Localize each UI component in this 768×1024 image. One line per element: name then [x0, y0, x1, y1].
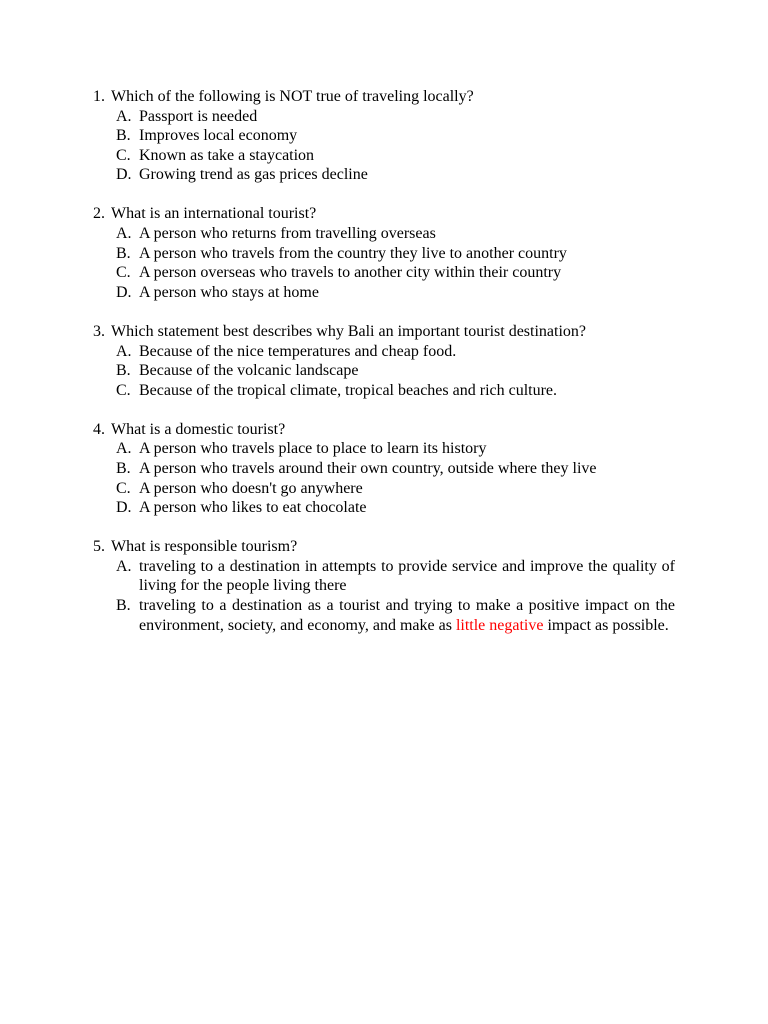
option-a [93, 439, 675, 459]
option-letter: A. [116, 557, 132, 575]
options-list [93, 557, 675, 635]
option-text: Passport is needed [139, 107, 258, 125]
option-c [93, 381, 675, 401]
question-number: 1. [93, 88, 105, 105]
option-text-after: impact as possible. [547, 616, 669, 634]
option-text: A person who doesn't go anywhere [139, 479, 363, 497]
option-b [93, 244, 675, 264]
option-letter: A. [116, 342, 132, 360]
option-text-before: traveling to a destination as a tourist and trying to make a positive impact on the environment, society, and economy, and make as [139, 597, 675, 634]
question-text: Which of the following is NOT true of traveling locally? [111, 88, 474, 105]
question-text: What is responsible tourism? [111, 538, 298, 556]
options-list [93, 342, 675, 401]
options-list [93, 439, 675, 517]
question-text: What is an international tourist? [111, 205, 317, 223]
option-letter: C. [116, 479, 131, 497]
options-list [93, 224, 675, 302]
question-3 [93, 322, 675, 400]
option-text: A person who travels around their own country, outside where they live [139, 460, 597, 477]
option-text: Because of the nice temperatures and cheap food. [139, 342, 457, 360]
question-text: Which statement best describes why Bali an important tourist destination? [111, 322, 586, 340]
option-d [93, 283, 675, 303]
option-b [93, 126, 675, 146]
question-number: 5. [93, 538, 105, 556]
option-letter: B. [116, 244, 131, 262]
question-2 [93, 204, 675, 302]
option-letter: C. [116, 264, 131, 282]
option-d [93, 498, 675, 518]
highlighted-text: little negative [455, 616, 544, 634]
option-letter: D. [116, 283, 132, 301]
question-number: 2. [93, 205, 105, 223]
option-letter: A. [116, 225, 132, 243]
option-b [93, 361, 675, 381]
option-text: Known as take a staycation [139, 146, 315, 164]
option-a [93, 557, 675, 596]
option-letter: B. [116, 597, 131, 615]
option-text: A person overseas who travels to another city within their country [139, 264, 562, 282]
option-text: Because of the volcanic landscape [139, 362, 359, 380]
option-letter: D. [116, 166, 132, 184]
option-a [93, 224, 675, 244]
option-text: Because of the tropical climate, tropical beaches and rich culture. [139, 381, 558, 399]
option-letter: D. [116, 499, 132, 517]
option-c [93, 263, 675, 283]
question-text: What is a domestic tourist? [111, 420, 286, 438]
question-number: 3. [93, 322, 105, 340]
option-text: Improves local economy [139, 127, 298, 145]
option-letter: C. [116, 381, 131, 399]
question-5 [93, 537, 675, 635]
option-letter: B. [116, 362, 131, 380]
option-text: A person who travels from the country they live to another country [139, 244, 567, 262]
options-list [93, 107, 675, 185]
option-text [139, 596, 675, 635]
option-a [93, 107, 675, 127]
option-letter: B. [116, 127, 131, 145]
option-text: traveling to a destination in attempts to provide service and improve the quality of living for the people living there [139, 557, 675, 595]
quiz-document [93, 87, 675, 655]
option-text: A person who returns from travelling overseas [139, 225, 436, 243]
option-text: A person who travels place to place to learn its history [139, 440, 487, 458]
option-text: Growing trend as gas prices decline [139, 166, 368, 184]
option-text: A person who stays at home [139, 283, 319, 301]
option-d [93, 165, 675, 185]
option-text: A person who likes to eat chocolate [139, 499, 367, 517]
option-c [93, 479, 675, 499]
question-number: 4. [93, 420, 105, 438]
option-b [93, 459, 675, 479]
option-letter: B. [116, 460, 131, 477]
option-letter: C. [116, 146, 131, 164]
question-1 [93, 87, 675, 185]
option-b [93, 596, 675, 635]
question-4 [93, 420, 675, 518]
option-letter: A. [116, 107, 132, 125]
option-a [93, 342, 675, 362]
option-c [93, 146, 675, 166]
option-letter: A. [116, 440, 132, 458]
